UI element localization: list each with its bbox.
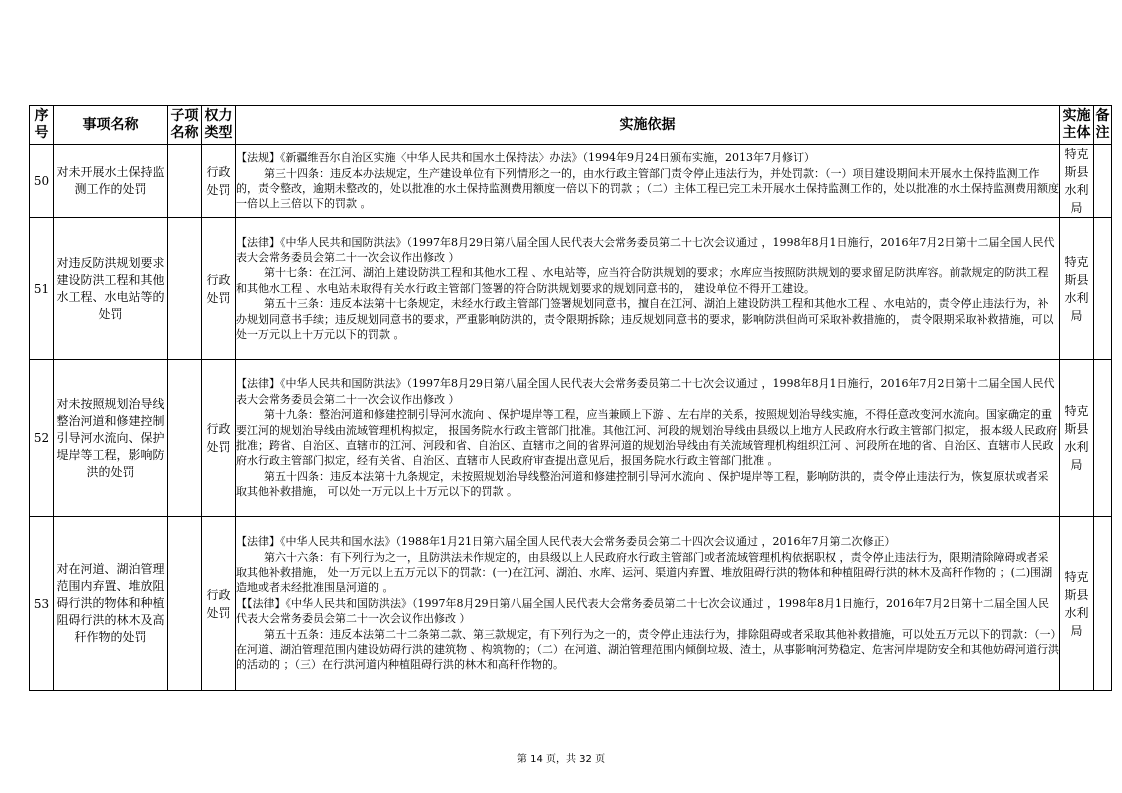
basis-paragraph: 【法规】《新疆维吾尔自治区实施〈中华人民共和国水土保持法〉办法》（1994年9月24日颁布实施，2013年7月修订） — [236, 151, 815, 165]
basis-paragraph: 【法律】《中华人民共和国防洪法》（1997年8月29日第八届全国人民代表大会常务委员第二十七次会议通过 ，1998年8月1日施行，2016年7月2日第十二届全国人民代表大会常务委员会第二十一次会议作出修改 ） — [236, 235, 1055, 264]
row-number: 53 — [30, 517, 54, 691]
note — [1094, 218, 1112, 360]
table-row — [30, 360, 1112, 517]
row-number: 51 — [30, 218, 54, 360]
header-subject: 实施主体 — [1060, 106, 1094, 145]
implementing-subject: 特克斯县水利局 — [1060, 145, 1094, 218]
item-name: 对未按照规划治导线整治河道和修建控制引导河水流向、保护堤岸等工程，影响防洪的处罚 — [54, 360, 168, 517]
basis-cell — [236, 145, 1060, 218]
basis-paragraph: 【法律】《中华人民共和国水法》（1988年1月21日第六届全国人民代表大会常务委员会第二十四次会议通过 ，2016年7月第二次修正） — [236, 535, 896, 549]
basis-paragraph: 第十七条：在江河、湖泊上建设防洪工程和其他水工程 、水电站等，应当符合防洪规划的要求；水库应当按照防洪规划的要求留足防洪库容。前款规定的防洪工程和其他水工程 、水电站未取得有关水行政主管部门签署的符合防洪规划要求的规划同意书的， 建设单位不得开工建设。 — [236, 266, 1049, 295]
sub-item — [168, 218, 202, 360]
basis-paragraph: 【法律】《中华人民共和国防洪法》（1997年8月29日第八届全国人民代表大会常务委员第二十七次会议通过 ，1998年8月1日施行，2016年7月2日第十二届全国人民代表大会常务委员会第二十一次会议作出修改 ） — [236, 377, 1055, 406]
note — [1094, 517, 1112, 691]
basis-paragraph: 第五十四条：违反本法第十九条规定，未按照规划治导线整治河道和修建控制引导河水流向 、保护堤岸等工程，影响防洪的，责令停止违法行为，恢复原状或者采取其他补救措施， 可以处一万元以上十万元以下的罚款 。 — [236, 469, 1049, 499]
power-type: 行政处罚 — [202, 517, 236, 691]
sub-item — [168, 360, 202, 517]
row-number: 50 — [30, 145, 54, 218]
basis-paragraph: 第三十四条：违反本办法规定，生产建设单位有下列情形之一的，由水行政主管部门责令停止违法行为，并处罚款：（一）项目建设期间未开展水土保持监测工作的，责令整改，逾期未整改的，处以批准的水土保持监测费用额度一倍以下的罚款 ；（二）主体工程已完工未开展水土保持监测工作的，处以批准的水土保持监测费用额度一倍以上三倍以下的罚款 。 — [236, 166, 1059, 211]
page-footer: 第 14 页，共 32 页 — [516, 754, 606, 765]
table-row — [30, 218, 1112, 360]
header-note: 备注 — [1094, 106, 1112, 145]
basis-cell — [236, 517, 1060, 691]
table-row — [30, 145, 1112, 218]
items-table — [29, 105, 1112, 691]
note — [1094, 360, 1112, 517]
power-type: 行政处罚 — [202, 360, 236, 517]
power-type: 行政处罚 — [202, 145, 236, 218]
item-name: 对未开展水土保持监测工作的处罚 — [54, 145, 168, 218]
note — [1094, 145, 1112, 218]
implementing-subject: 特克斯县水利局 — [1060, 517, 1094, 691]
basis-paragraph: 第六十六条：有下列行为之一，且防洪法未作规定的，由县级以上人民政府水行政主管部门或者流域管理机构依据职权 ，责令停止违法行为，限期清除障碍或者采取其他补救措施， 处一万元以上五万元以下的罚款：(一)在江河、湖泊、水库、运河、渠道内弃置、堆放阻碍行洪的物体和种植阻碍行洪的林木及高秆作物的 ；(二)围湖造地或者未经批准围垦河道的 。 — [236, 550, 1053, 595]
sub-item — [168, 145, 202, 218]
basis-paragraph: 第五十五条：违反本法第二十二条第二款、第三款规定，有下列行为之一的，责令停止违法行为，排除阻碍或者采取其他补救措施，可以处五万元以下的罚款：（一）在河道、湖泊管理范围内建设妨碍行洪的建筑物 、构筑物的；（二）在河道、湖泊管理范围内倾倒垃圾、渣土，从事影响河势稳定、危害河岸堤防安全和其他妨碍河道行洪的活动的 ；（三）在行洪河道内种植阻碍行洪的林木和高秆作物的。 — [236, 627, 1059, 672]
header-row — [30, 106, 1112, 145]
power-type: 行政处罚 — [202, 218, 236, 360]
basis-paragraph: 第十九条：整治河道和修建控制引导河水流向 、保护堤岸等工程，应当兼顾上下游 、左右岸的关系，按照规划治导线实施，不得任意改变河水流向。国家确定的重要江河的规划治导线由流域管理机构拟定， 报国务院水行政主管部门批准。其他江河、河段的规划治导线由县级以上地方人民政府水行政主管部门拟定， 报本级人民政府批准；跨省、自治区、直辖市的江河、河段和省、自治区、直辖市之间的省界河道的规划治导线由有关流域管理机构组织江河 、河段所在地的省、自治区、直辖市人民政府水行政主管部门拟定，经有关省、自治区、直辖市人民政府审查提出意见后，报国务院水行政主管部门批准 。 — [236, 408, 1057, 468]
basis-paragraph: 第五十三条：违反本法第十七条规定，未经水行政主管部门签署规划同意书，擅自在江河、湖泊上建设防洪工程和其他水工程 、水电站的，责令停止违法行为，补办规划同意书手续；违反规划同意书的要求，严重影响防洪的，责令限期拆除；违反规划同意书的要求，影响防洪但尚可采取补救措施的， 责令限期采取补救措施，可以处一万元以上十万元以下的罚款 。 — [236, 297, 1054, 342]
implementing-subject: 特克斯县水利局 — [1060, 360, 1094, 517]
basis-paragraph: 【【法律】《中华人民共和国防洪法》（1997年8月29日第八届全国人民代表大会常务委员第二十七次会议通过 ，1998年8月1日施行，2016年7月2日第十二届全国人民代表大会常务委员会第二十一次会议作出修改 ） — [236, 596, 1049, 626]
item-name: 对在河道、湖泊管理范围内弃置、堆放阻碍行洪的物体和种植阻碍行洪的林木及高秆作物的处罚 — [54, 517, 168, 691]
header-no: 序号 — [30, 106, 54, 145]
table-row — [30, 517, 1112, 691]
row-number: 52 — [30, 360, 54, 517]
header-power: 权力类型 — [202, 106, 236, 145]
header-name: 事项名称 — [54, 106, 168, 145]
item-name: 对违反防洪规划要求建设防洪工程和其他水工程、水电站等的处罚 — [54, 218, 168, 360]
header-sub: 子项名称 — [168, 106, 202, 145]
sub-item — [168, 517, 202, 691]
basis-cell — [236, 218, 1060, 360]
basis-cell — [236, 360, 1060, 517]
implementing-subject: 特克斯县水利局 — [1060, 218, 1094, 360]
header-basis: 实施依据 — [236, 106, 1060, 145]
